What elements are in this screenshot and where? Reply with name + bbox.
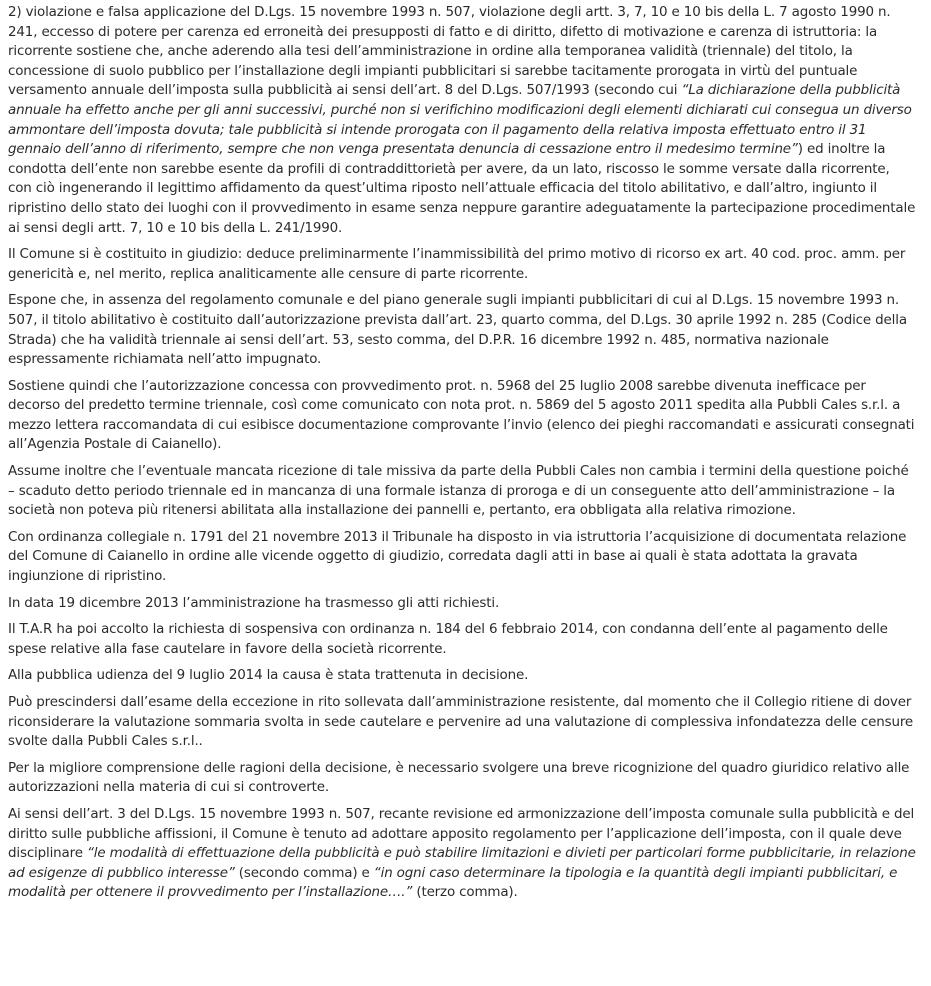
paragraph-text: Alla pubblica udienza del 9 luglio 2014 la causa è stata trattenuta in decisione. bbox=[8, 668, 529, 684]
paragraph-text: 2) violazione e falsa applicazione del D.Lgs. 15 novembre 1993 n. 507, violazione degli artt. 3, 7, 10 e 10 bis della L. 7 agosto 1990 n. 241, eccesso di potere per carenza ed erroneità dei presupposti di fatto e di diritto, difetto di motivazione e carenza di istruttoria: la ricorrente sostiene che, anche aderendo alla tesi dell’amministrazione in ordine alla temporanea validità (triennale) del titolo, la concessione di suolo pubblico per l’installazione degli impianti pubblicitari si sarebbe tacitamente prorogata in virtù del puntuale versamento annuale dell’imposta sulla pubblicità ai sensi dell’art. 8 del D.Lgs. 507/1993 (secondo cui bbox=[8, 5, 891, 99]
paragraph-7 bbox=[8, 594, 917, 614]
paragraph-text: In data 19 dicembre 2013 l’amministrazione ha trasmesso gli atti richiesti. bbox=[8, 595, 500, 611]
paragraph-text: Espone che, in assenza del regolamento comunale e del piano generale sugli impianti pubblicitari di cui al D.Lgs. 15 novembre 1993 n. 507, il titolo abilitativo è costituito dall’autorizzazione prevista dall’art. 23, quarto comma, del D.Lgs. 30 aprile 1992 n. 285 (Codice della Strada) che ha validità triennale ai sensi dell’art. 53, sesto comma, del D.P.R. 16 dicembre 1992 n. 485, normativa nazionale espressamente richiamata nell’atto impugnato. bbox=[8, 293, 907, 368]
paragraph-text: Ai sensi dell’art. 3 del D.Lgs. 15 novembre 1993 n. 507, recante revisione ed armonizzazione dell’imposta comunale sulla pubblicità e del diritto sulle pubbliche affissioni, il Comune è tenuto ad adottare apposito regolamento per l’applicazione dell’imposta, con il quale deve disciplinare bbox=[8, 806, 915, 862]
paragraph-2 bbox=[8, 245, 917, 284]
paragraph-text: (terzo comma). bbox=[412, 885, 518, 901]
paragraph-text: Il Comune si è costituito in giudizio: deduce preliminarmente l’inammissibilità del primo motivo di ricorso ex art. 40 cod. proc. amm. per genericità e, nel merito, replica analiticamente alle censure di parte ricorrente. bbox=[8, 247, 906, 282]
paragraph-5 bbox=[8, 462, 917, 521]
paragraph-6 bbox=[8, 528, 917, 587]
paragraph-12 bbox=[8, 805, 917, 903]
paragraph-text: Assume inoltre che l’eventuale mancata ricezione di tale missiva da parte della Pubbli Cales non cambia i termini della questione poiché – scaduto detto periodo triennale ed in mancanza di una formale istanza di proroga e di un conseguente atto dell’amministrazione – la società non poteva più ritenersi abilitata alla installazione dei pannelli e, pertanto, era obbligata alla relativa rimozione. bbox=[8, 464, 909, 519]
paragraph-9 bbox=[8, 666, 917, 686]
paragraph-text: Con ordinanza collegiale n. 1791 del 21 novembre 2013 il Tribunale ha disposto in via istruttoria l’acquisizione di documentata relazione del Comune di Caianello in ordine alle vicende oggetto di giudizio, corredata dagli atti in base ai quali è stata adottata la gravata ingiunzione di ripristino. bbox=[8, 529, 907, 585]
quoted-text: “La dichiarazione della pubblicità annuale ha effetto anche per gli anni successivi, purché non si verifichino modificazioni degli elementi dichiarati cui consegua un diverso ammontare dell’imposta dovuta; tale pubblicità si intende prorogata con il pagamento della relativa imposta effettuato entro il 31 gennaio dell’anno di riferimento, sempre che non venga presentata denuncia di cessazione entro il medesimo termine” bbox=[8, 83, 912, 158]
paragraph-text: ) ed inoltre la condotta dell’ente non sarebbe esente da profili di contraddittorietà per avere, da un lato, riscosso le somme versate dalla ricorrente, con ciò ingenerando il legittimo affidamento da quest’ultima riposto nell’attuale efficacia del titolo abilitativo, e dall’altro, ingiunto il ripristino dello stato dei luoghi con il provvedimento in esame senza neppure garantire adeguatamente la partecipazione procedimentale ai sensi degli artt. 7, 10 e 10 bis della L. 241/1990. bbox=[8, 142, 916, 236]
quoted-text: “le modalità di effettuazione della pubblicità e può stabilire limitazioni e divieti per particolari forme pubblicitarie, in relazione ad esigenze di pubblico interesse” bbox=[8, 846, 916, 881]
paragraph-text: Per la migliore comprensione delle ragioni della decisione, è necessario svolgere una breve ricognizione del quadro giuridico relativo alle autorizzazioni nella materia di cui si controverte. bbox=[8, 760, 910, 796]
paragraph-1 bbox=[8, 3, 917, 238]
paragraph-11 bbox=[8, 759, 917, 798]
paragraph-text: Il T.A.R ha poi accolto la richiesta di sospensiva con ordinanza n. 184 del 6 febbraio 2014, con condanna dell’ente al pagamento delle spese relative alla fase cautelare in favore della società ricorrente. bbox=[8, 622, 888, 657]
paragraph-text: (secondo comma) e bbox=[234, 865, 374, 881]
paragraph-3 bbox=[8, 291, 917, 369]
paragraph-text: Può prescindersi dall’esame della eccezione in rito sollevata dall’amministrazione resistente, dal momento che il Collegio ritiene di dover riconsiderare la valutazione sommaria svolta in sede cautelare e pervenire ad una valutazione di complessiva infondatezza delle censure svolte dalla Pubbli Cales s.r.l.. bbox=[8, 695, 914, 750]
paragraph-10 bbox=[8, 693, 917, 752]
paragraph-4 bbox=[8, 377, 917, 455]
paragraph-text: Sostiene quindi che l’autorizzazione concessa con provvedimento prot. n. 5968 del 25 luglio 2008 sarebbe divenuta inefficace per decorso del predetto termine triennale, così come comunicato con nota prot. n. 5869 del 5 agosto 2011 spedita alla Pubbli Cales s.r.l. a mezzo lettera raccomandata di cui esibisce documentazione comprovante l’invio (elenco dei pieghi raccomandati e assicurati consegnati all’Agenzia Postale di Caianello). bbox=[8, 378, 915, 453]
quoted-text: “in ogni caso determinare la tipologia e la quantità degli impianti pubblicitari, e modalità per ottenere il provvedimento per l’installazione….” bbox=[8, 865, 898, 901]
paragraph-8 bbox=[8, 620, 917, 659]
